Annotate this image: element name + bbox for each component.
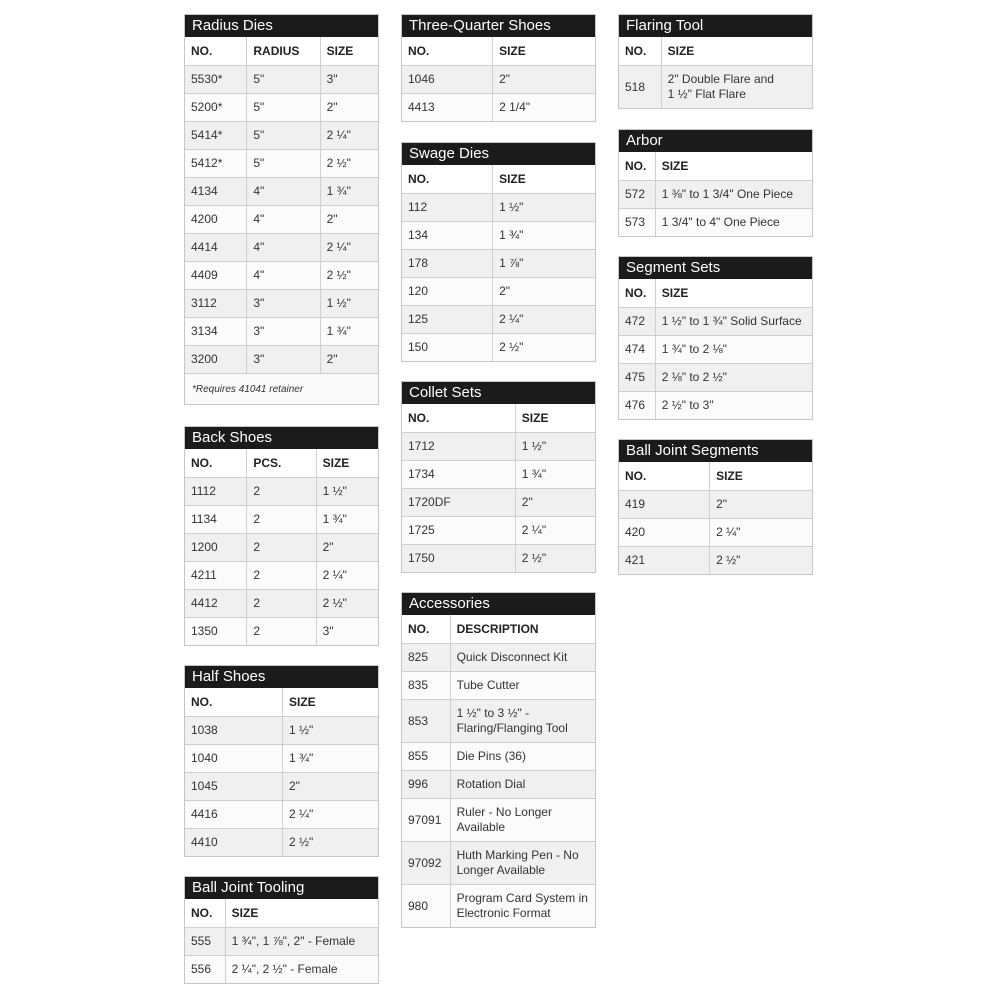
table-cell: 1712 — [408, 439, 435, 453]
table-row — [185, 927, 378, 955]
table-row — [185, 561, 378, 589]
table-row — [402, 333, 595, 361]
segment-sets-table — [618, 256, 813, 420]
table-row — [185, 233, 378, 261]
table-cell: 2 ½" — [515, 545, 595, 572]
column-header: RADIUS — [246, 37, 319, 65]
table-row — [402, 488, 595, 516]
column-header: NO. — [408, 171, 430, 186]
table-cell: 2 ¼" — [316, 562, 378, 589]
table-row — [619, 490, 812, 518]
half-shoes-body — [185, 716, 378, 856]
table-cell: 134 — [408, 228, 429, 242]
table-row — [185, 589, 378, 617]
table-cell: 2 — [246, 478, 315, 505]
table-row — [185, 716, 378, 744]
column-header: NO. — [408, 410, 430, 425]
table-cell: 178 — [408, 256, 429, 270]
table-cell: 4416 — [191, 807, 218, 821]
table-cell: 150 — [408, 340, 429, 354]
table-cell: 2 ½" — [320, 150, 378, 177]
table-cell: 2 ½" — [320, 262, 378, 289]
table-cell: Ruler - No Longer Available — [450, 799, 595, 841]
column-header: NO. — [408, 621, 430, 636]
table-cell: 474 — [625, 342, 646, 356]
table-cell: 5200* — [191, 100, 223, 114]
table-cell: 2" — [320, 206, 378, 233]
accessories-table — [401, 592, 596, 928]
table-cell: 2 ½" — [316, 590, 378, 617]
table-row — [185, 93, 378, 121]
table-row — [185, 177, 378, 205]
table-cell: 5" — [246, 94, 319, 121]
table-cell: 2 ½" — [492, 334, 595, 361]
table-header-row — [402, 37, 595, 65]
table-row — [619, 208, 812, 236]
table-header-row — [185, 449, 378, 477]
table-cell: 835 — [408, 678, 429, 692]
back-shoes-table — [184, 426, 379, 646]
table-cell: 1200 — [191, 540, 218, 554]
column-header: SIZE — [492, 165, 595, 193]
ball-joint-tooling-title: Ball Joint Tooling — [185, 877, 378, 899]
swage-dies-body — [402, 193, 595, 361]
table-row — [185, 317, 378, 345]
table-cell: 1045 — [191, 779, 218, 793]
table-cell: 555 — [191, 934, 212, 948]
table-cell: 3" — [320, 66, 378, 93]
arbor-body — [619, 180, 812, 236]
column-header: SIZE — [316, 449, 378, 477]
table-cell: 2" — [282, 773, 378, 800]
table-cell: 2 ¼" — [492, 306, 595, 333]
table-cell: 1750 — [408, 551, 435, 565]
table-cell: 1 ¾" — [316, 506, 378, 533]
table-row — [402, 277, 595, 305]
table-row — [185, 828, 378, 856]
table-cell: 112 — [408, 200, 428, 214]
table-cell: 2" Double Flare and 1 ½" Flat Flare — [661, 66, 812, 108]
table-cell: Die Pins (36) — [450, 743, 595, 770]
table-cell: 2 — [246, 506, 315, 533]
table-row — [185, 533, 378, 561]
table-cell: 420 — [625, 525, 646, 539]
column-header: NO. — [625, 468, 647, 483]
table-cell: 5530* — [191, 72, 223, 86]
table-cell: 2 ¼" — [320, 122, 378, 149]
table-cell: Rotation Dial — [450, 771, 595, 798]
table-cell: 1046 — [408, 72, 435, 86]
flaring-tool-body — [619, 65, 812, 108]
table-row — [185, 121, 378, 149]
table-cell: 2 ½" — [282, 829, 378, 856]
table-cell: 5" — [246, 66, 319, 93]
swage-dies-table — [401, 142, 596, 362]
table-cell: 4413 — [408, 100, 435, 114]
table-row — [402, 770, 595, 798]
table-cell: 855 — [408, 749, 429, 763]
column-header: SIZE — [655, 279, 812, 307]
table-header-row — [619, 279, 812, 307]
table-cell: Program Card System in Electronic Format — [450, 885, 595, 927]
table-cell: 2 ¼" — [282, 801, 378, 828]
table-cell: 97092 — [408, 855, 442, 870]
column-header: NO. — [191, 43, 213, 58]
table-cell: 2 ¼" — [709, 519, 812, 546]
table-cell: 421 — [625, 553, 646, 567]
table-cell: 1734 — [408, 467, 435, 481]
table-cell: 980 — [408, 898, 429, 913]
table-cell: 125 — [408, 312, 429, 326]
table-cell: 1038 — [191, 723, 218, 737]
column-header: NO. — [625, 158, 647, 173]
column-header: SIZE — [655, 152, 812, 180]
table-cell: 2 — [246, 618, 315, 645]
table-header-row — [185, 688, 378, 716]
table-cell: 5" — [246, 122, 319, 149]
table-cell: 2 1/4" — [492, 94, 595, 121]
table-cell: 996 — [408, 777, 429, 791]
table-header-row — [402, 615, 595, 643]
table-cell: 2 — [246, 562, 315, 589]
table-cell: 2" — [492, 278, 595, 305]
table-row — [185, 289, 378, 317]
table-cell: 1 ¾" — [492, 222, 595, 249]
table-row — [619, 518, 812, 546]
table-cell: 4" — [246, 178, 319, 205]
ball-joint-segments-title: Ball Joint Segments — [619, 440, 812, 462]
table-cell: 4414 — [191, 240, 218, 254]
table-row — [185, 955, 378, 983]
table-row — [402, 249, 595, 277]
table-cell: Huth Marking Pen - No Longer Available — [450, 842, 595, 884]
ball-joint-tooling-table — [184, 876, 379, 984]
table-row — [185, 744, 378, 772]
table-row — [402, 221, 595, 249]
footnote: *Requires 41041 retainer — [192, 383, 304, 395]
table-cell: 2" — [320, 94, 378, 121]
table-cell: 2" — [316, 534, 378, 561]
three-quarter-shoes-title: Three-Quarter Shoes — [402, 15, 595, 37]
table-header-row — [185, 899, 378, 927]
table-cell: 2 — [246, 590, 315, 617]
radius-dies-body — [185, 65, 378, 373]
table-cell: 4200 — [191, 212, 218, 226]
arbor-title: Arbor — [619, 130, 812, 152]
flaring-tool-table — [618, 14, 813, 109]
table-cell: 120 — [408, 284, 429, 298]
arbor-table — [618, 129, 813, 237]
table-row — [619, 335, 812, 363]
table-row — [402, 699, 595, 742]
table-cell: 1 ½" to 1 ¾" Solid Surface — [655, 308, 812, 335]
table-cell: 1 ½" — [282, 717, 378, 744]
table-cell: 2 ½" — [709, 547, 812, 574]
table-row — [185, 149, 378, 177]
table-cell: 825 — [408, 650, 429, 664]
table-row — [185, 772, 378, 800]
table-cell: 5414* — [191, 128, 223, 142]
table-row — [402, 841, 595, 884]
table-row — [402, 460, 595, 488]
table-row — [619, 307, 812, 335]
table-cell: 5" — [246, 150, 319, 177]
collet-sets-table — [401, 381, 596, 573]
table-cell: 1 ½" — [316, 478, 378, 505]
table-row — [402, 643, 595, 671]
table-cell: 1350 — [191, 624, 218, 638]
table-cell: 556 — [191, 962, 212, 976]
table-cell: 4410 — [191, 835, 218, 849]
table-cell: Quick Disconnect Kit — [450, 644, 595, 671]
radius-dies-note-row — [185, 373, 378, 404]
table-cell: 5412* — [191, 156, 223, 170]
table-cell: 3" — [246, 318, 319, 345]
column-header: DESCRIPTION — [450, 615, 595, 643]
table-cell: 3" — [246, 290, 319, 317]
flaring-tool-title: Flaring Tool — [619, 15, 812, 37]
radius-dies-title: Radius Dies — [185, 15, 378, 37]
column-header: SIZE — [709, 462, 812, 490]
table-cell: 4412 — [191, 596, 218, 610]
table-cell: 475 — [625, 370, 646, 384]
table-header-row — [402, 165, 595, 193]
table-cell: 472 — [625, 314, 646, 328]
column-header: NO. — [625, 43, 647, 58]
three-quarter-shoes-table — [401, 14, 596, 122]
table-row — [402, 798, 595, 841]
swage-dies-title: Swage Dies — [402, 143, 595, 165]
table-cell: 4" — [246, 262, 319, 289]
table-cell: 2 — [246, 534, 315, 561]
table-cell: 1 ½" — [492, 194, 595, 221]
table-cell: 4134 — [191, 184, 218, 198]
table-cell: 3134 — [191, 324, 218, 338]
table-cell: 4" — [246, 206, 319, 233]
table-cell: 1 ¾", 1 ⅞", 2" - Female — [225, 928, 378, 955]
table-cell: 573 — [625, 215, 646, 229]
table-header-row — [619, 462, 812, 490]
column-header: SIZE — [661, 37, 812, 65]
table-cell: 2" — [709, 491, 812, 518]
table-cell: 1 ½" — [515, 433, 595, 460]
table-row — [185, 345, 378, 373]
column-header: PCS. — [246, 449, 315, 477]
table-cell: 2" — [320, 346, 378, 373]
accessories-body — [402, 643, 595, 927]
table-cell: 2 ½" to 3" — [655, 392, 812, 419]
table-cell: 3" — [316, 618, 378, 645]
table-cell: 2 ¼" — [320, 234, 378, 261]
accessories-title: Accessories — [402, 593, 595, 615]
table-cell: 572 — [625, 187, 646, 201]
table-cell: 1 3/4" to 4" One Piece — [655, 209, 812, 236]
half-shoes-table — [184, 665, 379, 857]
table-cell: Tube Cutter — [450, 672, 595, 699]
column-header: NO. — [625, 285, 647, 300]
table-cell: 4211 — [191, 568, 217, 582]
ball-joint-segments-body — [619, 490, 812, 574]
table-cell: 1 ¾" — [320, 318, 378, 345]
column-header: NO. — [191, 694, 213, 709]
table-cell: 419 — [625, 497, 646, 511]
table-cell: 3112 — [191, 296, 217, 310]
table-cell: 853 — [408, 713, 429, 728]
table-row — [619, 391, 812, 419]
table-row — [185, 800, 378, 828]
half-shoes-title: Half Shoes — [185, 666, 378, 688]
table-cell: 2 ¼" — [515, 517, 595, 544]
column-header: SIZE — [225, 899, 378, 927]
table-row — [402, 544, 595, 572]
table-cell: 1725 — [408, 523, 435, 537]
table-row — [402, 193, 595, 221]
table-cell: 1720DF — [408, 495, 451, 509]
table-cell: 4" — [246, 234, 319, 261]
table-cell: 1 ½" — [320, 290, 378, 317]
segment-sets-title: Segment Sets — [619, 257, 812, 279]
table-row — [619, 180, 812, 208]
table-cell: 2 ⅛" to 2 ½" — [655, 364, 812, 391]
column-header: SIZE — [282, 688, 378, 716]
three-quarter-shoes-body — [402, 65, 595, 121]
table-cell: 2 ¼", 2 ½" - Female — [225, 956, 378, 983]
column-header: SIZE — [515, 404, 595, 432]
ball-joint-tooling-body — [185, 927, 378, 983]
back-shoes-body — [185, 477, 378, 645]
table-cell: 1 ¾" — [282, 745, 378, 772]
table-row — [185, 205, 378, 233]
ball-joint-segments-table — [618, 439, 813, 575]
column-header: SIZE — [320, 37, 378, 65]
collet-sets-title: Collet Sets — [402, 382, 595, 404]
table-header-row — [402, 404, 595, 432]
segment-sets-body — [619, 307, 812, 419]
table-cell: 1 ¾" to 2 ⅛" — [655, 336, 812, 363]
table-row — [185, 617, 378, 645]
table-cell: 3" — [246, 346, 319, 373]
table-cell: 1112 — [191, 484, 216, 498]
table-row — [402, 432, 595, 460]
column-header: NO. — [191, 905, 213, 920]
table-row — [402, 93, 595, 121]
column-header: NO. — [408, 43, 430, 58]
table-cell: 1 ⅜" to 1 3/4" One Piece — [655, 181, 812, 208]
collet-sets-body — [402, 432, 595, 572]
back-shoes-title: Back Shoes — [185, 427, 378, 449]
table-row — [619, 363, 812, 391]
table-cell: 2" — [515, 489, 595, 516]
table-row — [402, 65, 595, 93]
table-cell: 3200 — [191, 352, 218, 366]
table-cell: 1 ⅞" — [492, 250, 595, 277]
table-row — [402, 742, 595, 770]
table-cell: 476 — [625, 398, 646, 412]
table-row — [402, 884, 595, 927]
table-cell: 97091 — [408, 812, 442, 827]
table-row — [402, 516, 595, 544]
table-header-row — [619, 37, 812, 65]
table-header-row — [619, 152, 812, 180]
table-row — [402, 305, 595, 333]
table-row — [619, 65, 812, 108]
table-cell: 4409 — [191, 268, 218, 282]
table-row — [185, 477, 378, 505]
table-row — [185, 505, 378, 533]
table-row — [185, 65, 378, 93]
radius-dies-table — [184, 14, 379, 405]
table-cell: 1040 — [191, 751, 218, 765]
table-cell: 518 — [625, 79, 646, 94]
table-row — [185, 261, 378, 289]
table-cell: 1 ¾" — [320, 178, 378, 205]
table-cell: 2" — [492, 66, 595, 93]
table-row — [402, 671, 595, 699]
table-cell: 1 ¾" — [515, 461, 595, 488]
table-cell: 1134 — [191, 512, 217, 526]
table-cell: 1 ½" to 3 ½" - Flaring/Flanging Tool — [450, 700, 595, 742]
column-header: NO. — [191, 455, 213, 470]
table-header-row — [185, 37, 378, 65]
table-row — [619, 546, 812, 574]
column-header: SIZE — [492, 37, 595, 65]
